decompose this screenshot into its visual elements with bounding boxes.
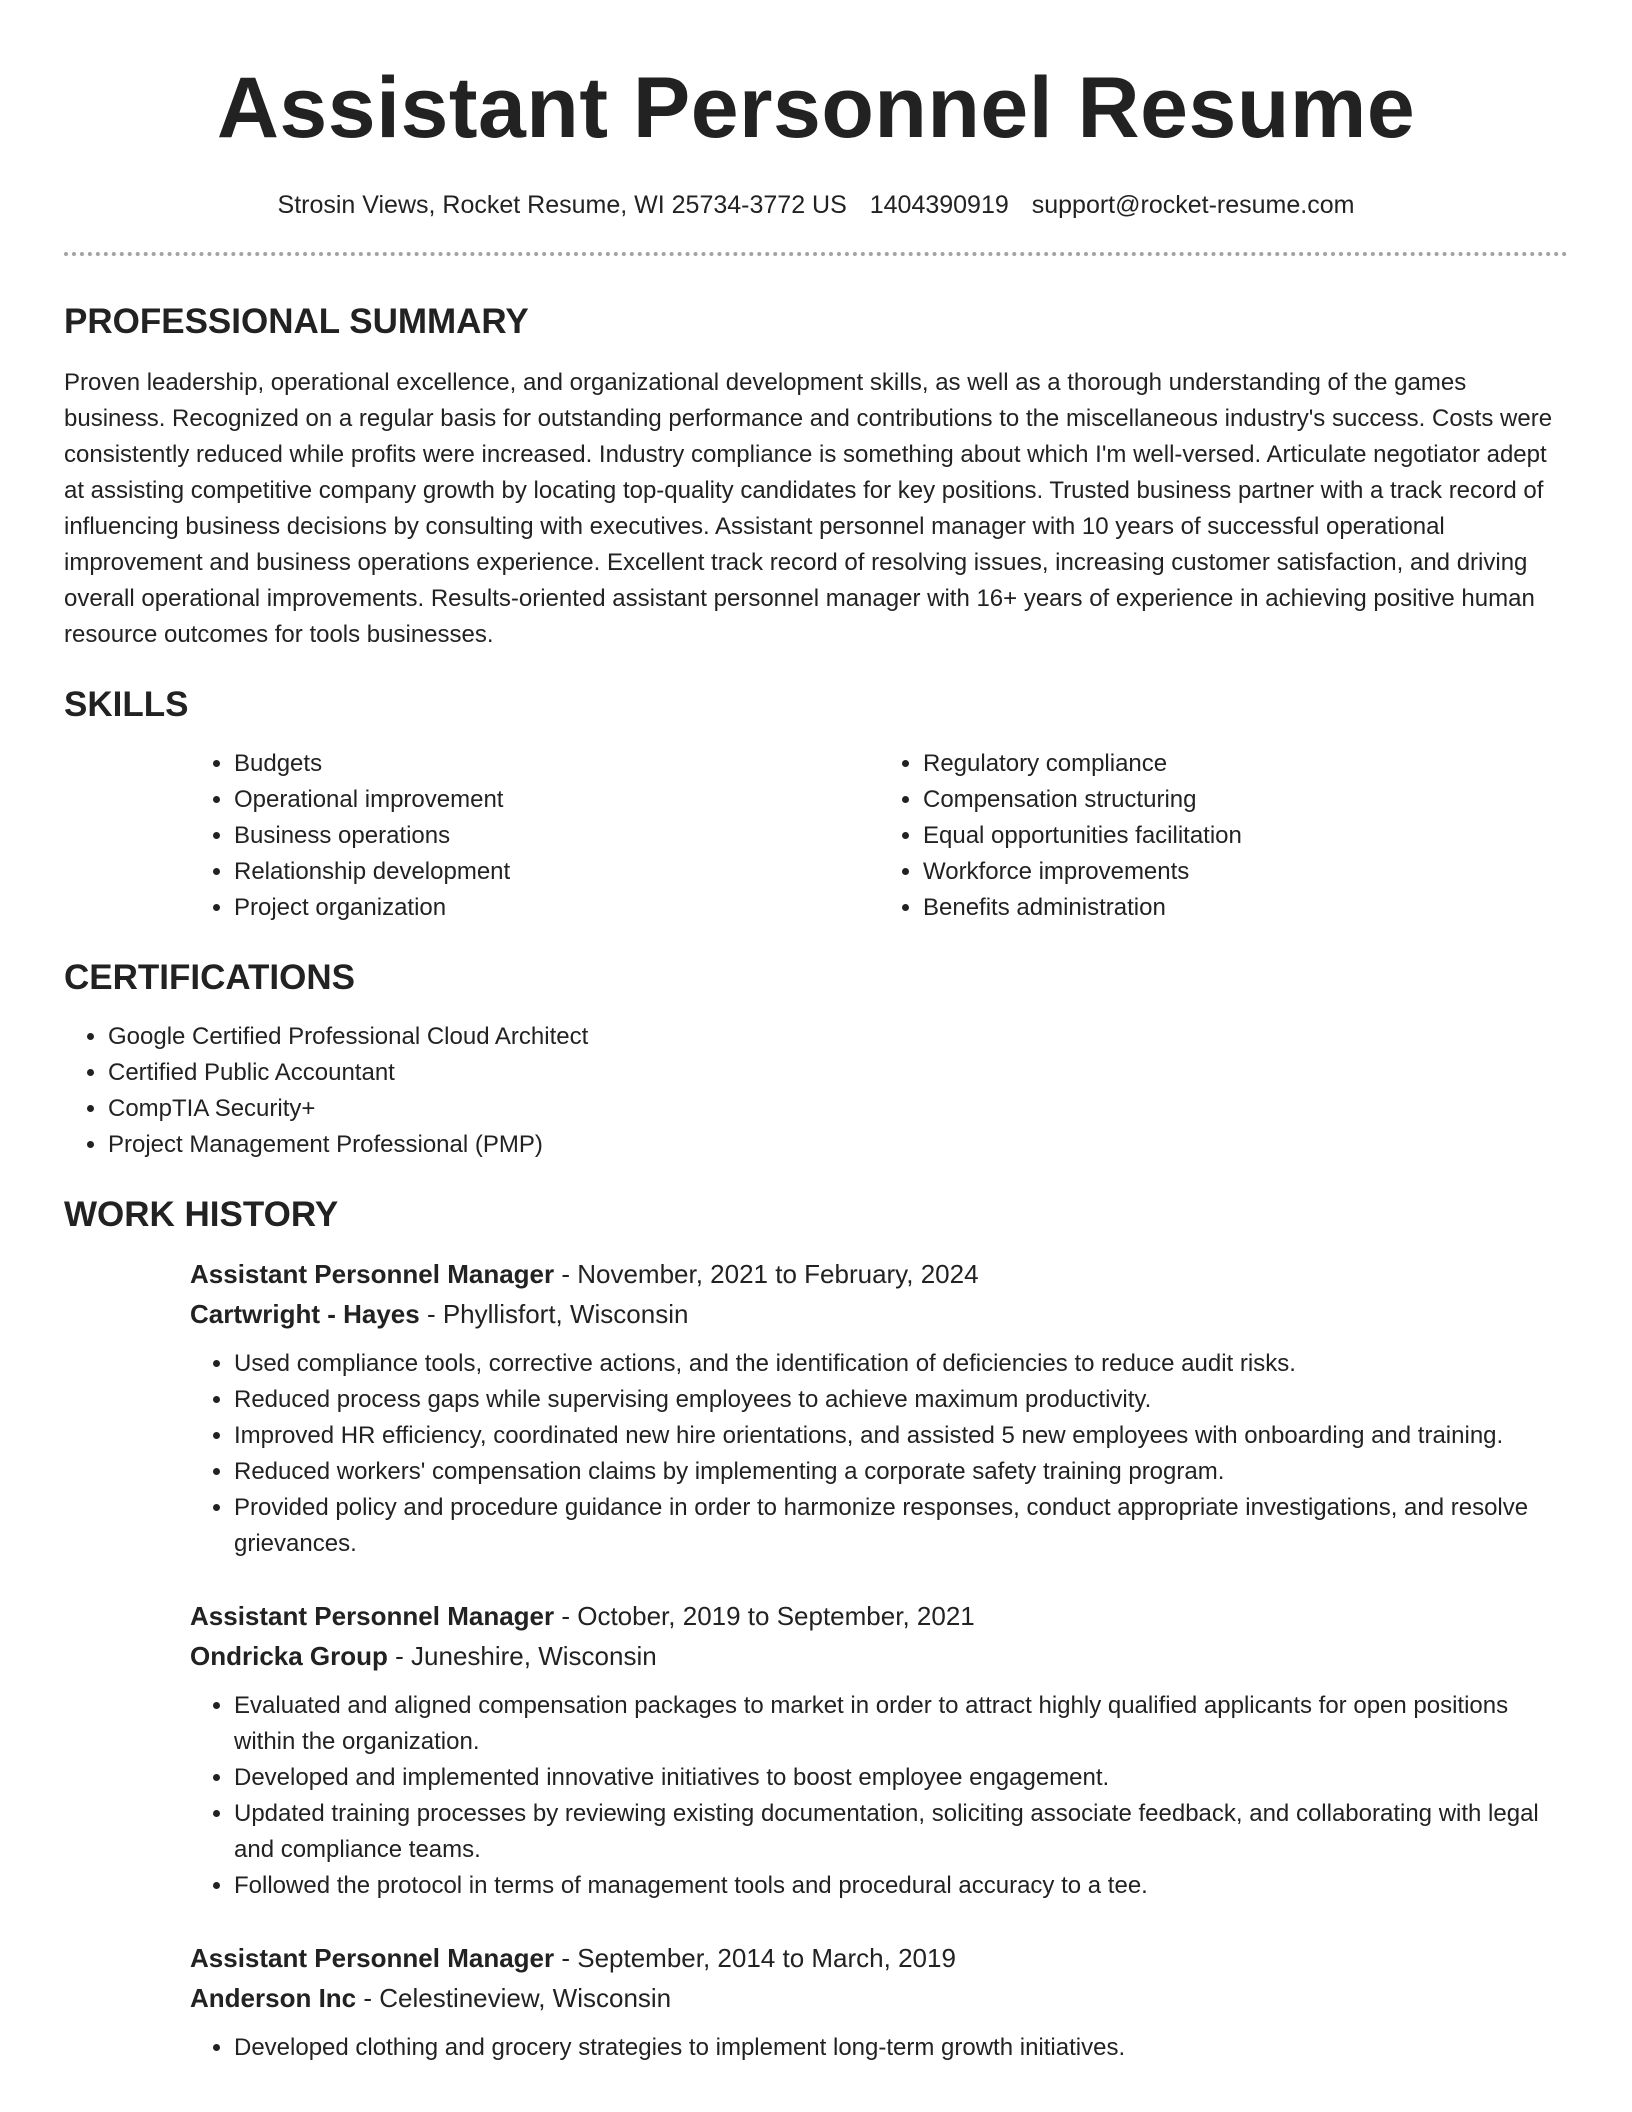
job-role: Assistant Personnel Manager bbox=[190, 1943, 555, 1973]
job-role: Assistant Personnel Manager bbox=[190, 1259, 555, 1289]
job-company: Ondricka Group bbox=[190, 1641, 388, 1671]
skill-item: • Relationship development bbox=[234, 854, 879, 890]
job-role-line bbox=[190, 1938, 1568, 1978]
skill-item: • Equal opportunities facilitation bbox=[923, 818, 1568, 854]
contact-email: support@rocket-resume.com bbox=[1031, 191, 1355, 219]
job-role: Assistant Personnel Manager bbox=[190, 1601, 555, 1631]
job-entry bbox=[190, 1596, 1568, 1904]
resume-page bbox=[64, 0, 1568, 2066]
certification-item: • CompTIA Security+ bbox=[108, 1091, 1568, 1127]
job-company: Anderson Inc bbox=[190, 1983, 357, 2013]
skill-item: • Regulatory compliance bbox=[923, 746, 1568, 782]
job-location: - Juneshire, Wisconsin bbox=[387, 1641, 657, 1671]
job-bullets bbox=[190, 1688, 1568, 1904]
job-company-line bbox=[190, 1294, 1568, 1334]
job-entry bbox=[190, 1254, 1568, 1562]
job-company: Cartwright - Hayes bbox=[190, 1299, 420, 1329]
certifications-list bbox=[64, 1019, 1568, 1163]
section-title-skills: SKILLS bbox=[64, 685, 189, 724]
contact-address: Strosin Views, Rocket Resume, WI 25734-3772 US bbox=[277, 191, 847, 219]
job-bullets bbox=[190, 1346, 1568, 1562]
summary-text: Proven leadership, operational excellence, and organizational development skills, as well as a thorough understanding of the games business. Recognized on a regular basis for outstanding performance and contributions to the miscellaneous industry's success. Costs were consistently reduced while profits were increased. Industry compliance is something about which I'm well-versed. Articulate negotiator adept at assisting competitive company growth by locating top-quality candidates for key positions. Trusted business partner with a track record of influencing business decisions by consulting with executives. Assistant personnel manager with 10 years of successful operational improvement and business operations experience. Excellent track record of resolving issues, increasing customer satisfaction, and driving overall operational improvements. Results-oriented assistant personnel manager with 16+ years of experience in achieving positive human resource outcomes for tools businesses. bbox=[64, 369, 1553, 648]
skill-item: • Project organization bbox=[234, 890, 879, 926]
job-bullets bbox=[190, 2030, 1568, 2066]
certification-item: • Certified Public Accountant bbox=[108, 1055, 1568, 1091]
section-title-work-history: WORK HISTORY bbox=[64, 1195, 339, 1234]
skill-item: • Business operations bbox=[234, 818, 879, 854]
header-divider bbox=[64, 252, 1568, 256]
skill-item: • Budgets bbox=[234, 746, 879, 782]
job-role-line bbox=[190, 1596, 1568, 1636]
job-bullet: • Followed the protocol in terms of management tools and procedural accuracy to a tee. bbox=[234, 1868, 1568, 1904]
job-location: - Phyllisfort, Wisconsin bbox=[419, 1299, 689, 1329]
job-bullet: • Improved HR efficiency, coordinated new hire orientations, and assisted 5 new employees with onboarding and training. bbox=[234, 1418, 1568, 1454]
job-bullet: • Provided policy and procedure guidance in order to harmonize responses, conduct appropriate investigations, and resolve grievances. bbox=[234, 1490, 1568, 1562]
job-dates: - September, 2014 to March, 2019 bbox=[554, 1943, 956, 1973]
job-company-line bbox=[190, 1978, 1568, 2018]
skills-column-right bbox=[879, 746, 1568, 926]
contact-phone: 1404390919 bbox=[869, 191, 1009, 219]
skill-item: • Compensation structuring bbox=[923, 782, 1568, 818]
job-bullet: • Developed and implemented innovative initiatives to boost employee engagement. bbox=[234, 1760, 1568, 1796]
certification-item: • Google Certified Professional Cloud Architect bbox=[108, 1019, 1568, 1055]
skill-item: • Workforce improvements bbox=[923, 854, 1568, 890]
contact-line bbox=[64, 188, 1568, 222]
resume-title: Assistant Personnel Resume bbox=[216, 60, 1416, 156]
job-dates: - October, 2019 to September, 2021 bbox=[554, 1601, 975, 1631]
job-bullet: • Developed clothing and grocery strategies to implement long-term growth initiatives. bbox=[234, 2030, 1568, 2066]
section-title-summary: PROFESSIONAL SUMMARY bbox=[64, 302, 529, 341]
job-bullet: • Reduced process gaps while supervising employees to achieve maximum productivity. bbox=[234, 1382, 1568, 1418]
section-title-certifications: CERTIFICATIONS bbox=[64, 958, 356, 997]
job-company-line bbox=[190, 1636, 1568, 1676]
skill-item: • Operational improvement bbox=[234, 782, 879, 818]
skill-item: • Benefits administration bbox=[923, 890, 1568, 926]
job-bullet: • Used compliance tools, corrective actions, and the identification of deficiencies to reduce audit risks. bbox=[234, 1346, 1568, 1382]
job-dates: - November, 2021 to February, 2024 bbox=[554, 1259, 979, 1289]
job-entry bbox=[190, 1938, 1568, 2066]
job-bullet: • Reduced workers' compensation claims by implementing a corporate safety training program. bbox=[234, 1454, 1568, 1490]
skills-column-left bbox=[190, 746, 879, 926]
job-location: - Celestineview, Wisconsin bbox=[356, 1983, 672, 2013]
job-bullet: • Updated training processes by reviewing existing documentation, soliciting associate feedback, and collaborating with legal and compliance teams. bbox=[234, 1796, 1568, 1868]
skills-list bbox=[190, 746, 1568, 926]
job-role-line bbox=[190, 1254, 1568, 1294]
certification-item: • Project Management Professional (PMP) bbox=[108, 1127, 1568, 1163]
job-bullet: • Evaluated and aligned compensation packages to market in order to attract highly qualified applicants for open positions within the organization. bbox=[234, 1688, 1568, 1760]
